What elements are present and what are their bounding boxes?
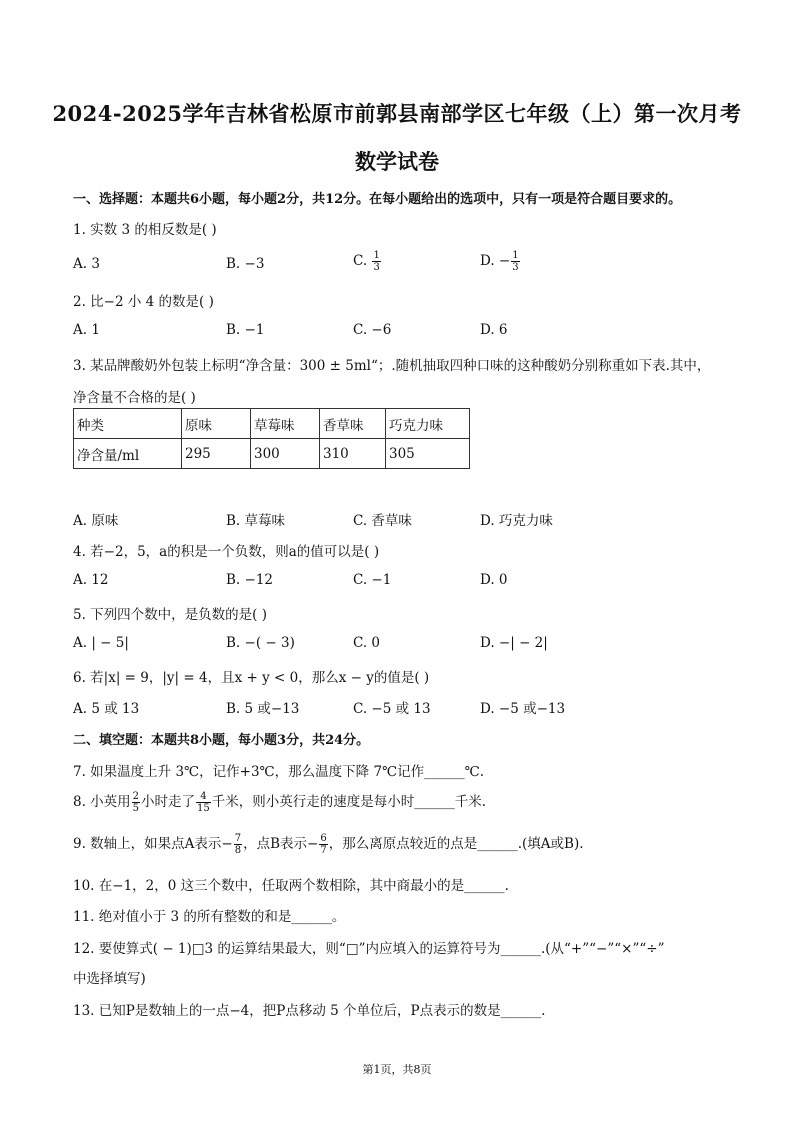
question-10: 10. 在−1，2，0 这三个数中，任取两个数相除，其中商最小的是______. — [73, 878, 509, 894]
fraction-denominator: 7 — [320, 845, 327, 856]
question-3-option-d: D. 巧克力味 — [480, 513, 553, 529]
question-6-option-a: A. 5 或 13 — [73, 701, 140, 717]
fraction-denominator: 3 — [373, 262, 380, 273]
fraction-denominator: 8 — [234, 845, 242, 856]
table-header-cell: 原味 — [182, 409, 251, 439]
fraction-denominator: 5 — [132, 803, 140, 814]
question-1-option-a: A. 3 — [73, 256, 100, 272]
question-2-option-d: D. 6 — [480, 322, 508, 338]
table-cell: 295 — [182, 439, 251, 469]
fraction — [234, 833, 242, 856]
question-5-option-d: D. −| − 2| — [480, 635, 548, 651]
fraction-numerator: 2 — [132, 791, 140, 802]
question-6-option-c: C. −5 或 13 — [353, 701, 431, 717]
text: 8. 小英用 — [73, 794, 131, 810]
table-row — [74, 439, 470, 469]
fraction-numerator: 4 — [196, 791, 211, 803]
option-prefix: C. — [353, 253, 372, 269]
table-header-cell: 香草味 — [320, 409, 386, 439]
question-2-option-c: C. −6 — [353, 322, 392, 338]
question-7: 7. 如果温度上升 3℃，记作+3℃，那么温度下降 7℃记作______℃. — [73, 764, 485, 780]
fraction-numerator: 1 — [373, 250, 380, 261]
question-3-option-a: A. 原味 — [73, 513, 119, 529]
fraction — [132, 791, 140, 814]
fraction-numerator: 7 — [234, 833, 242, 844]
question-1-stem: 1. 实数 3 的相反数是( ) — [73, 222, 217, 238]
table-cell: 310 — [320, 439, 386, 469]
question-1-option-c — [353, 250, 382, 273]
question-12-line2: 中选择填写) — [73, 971, 146, 987]
question-9 — [73, 832, 584, 856]
question-6-stem: 6. 若|x| = 9，|y| = 4，且x + y < 0，那么x − y的值是( ) — [73, 670, 430, 686]
text: 千米，则小英行走的速度是每小时______千米. — [211, 794, 487, 810]
question-1-option-d — [480, 250, 521, 273]
question-1-option-b: B. −3 — [226, 256, 265, 272]
question-12-line1: 12. 要使算式( − 1)□3 的运算结果最大，则“□”内应填入的运算符号为______.(从“+”“−”“×”“÷” — [73, 941, 665, 957]
fraction-denominator: 3 — [512, 262, 519, 273]
table-row — [74, 409, 470, 439]
question-3-stem-line2: 净含量不合格的是( ) — [73, 390, 196, 406]
net-content-table — [73, 408, 470, 469]
fraction-numerator: 6 — [320, 833, 327, 844]
fraction-numerator: 1 — [512, 250, 519, 261]
question-4-option-b: B. −12 — [226, 572, 273, 588]
fraction — [372, 250, 380, 273]
fraction — [319, 833, 327, 856]
question-5-stem: 5. 下列四个数中，是负数的是( ) — [73, 607, 267, 623]
question-6-option-b: B. 5 或−13 — [226, 701, 300, 717]
section-heading-choice: 一、选择题：本题共6小题，每小题2分，共12分。在每小题给出的选项中，只有一项是符合题目要求的。 — [73, 192, 682, 207]
table-cell: 300 — [251, 439, 320, 469]
question-11: 11. 绝对值小于 3 的所有整数的和是______。 — [73, 909, 346, 925]
question-8 — [73, 790, 486, 814]
table-header-cell: 巧克力味 — [386, 409, 470, 439]
question-4-option-c: C. −1 — [353, 572, 392, 588]
question-5-option-a: A. | − 5| — [73, 635, 129, 651]
page-footer: 第1页，共8页 — [362, 1063, 432, 1076]
question-3-option-c: C. 香草味 — [353, 513, 412, 529]
question-5-option-b: B. −( − 3) — [226, 635, 295, 651]
section-heading-fill: 二、填空题：本题共8小题，每小题3分，共24分。 — [73, 733, 370, 748]
question-13: 13. 已知P是数轴上的一点−4，把P点移动 5 个单位后，P点表示的数是______. — [73, 1003, 546, 1019]
table-cell: 305 — [386, 439, 470, 469]
page-subtitle: 数学试卷 — [355, 149, 439, 174]
question-2-option-b: B. −1 — [226, 322, 265, 338]
question-2-stem: 2. 比−2 小 4 的数是( ) — [73, 294, 214, 310]
question-3-stem-line1: 3. 某品牌酸奶外包装上标明“净含量：300 ± 5ml“；.随机抽取四种口味的这种酸奶分别称重如下表.其中， — [73, 358, 711, 374]
table-header-cell: 草莓味 — [251, 409, 320, 439]
question-4-stem: 4. 若−2，5，a的积是一个负数，则a的值可以是( ) — [73, 544, 380, 560]
question-4-option-a: A. 12 — [73, 572, 109, 588]
table-cell: 净含量/ml — [74, 439, 182, 469]
question-6-option-d: D. −5 或−13 — [480, 701, 566, 717]
question-3-option-b: B. 草莓味 — [226, 513, 286, 529]
text: ，那么离原点较近的点是______.(填A或B). — [328, 836, 584, 852]
fraction-denominator: 15 — [197, 803, 210, 814]
text: ，点B表示− — [243, 836, 319, 852]
fraction — [511, 250, 519, 273]
question-5-option-c: C. 0 — [353, 635, 381, 651]
text: 9. 数轴上，如果点A表示− — [73, 836, 233, 852]
table-header-cell: 种类 — [74, 409, 182, 439]
question-4-option-d: D. 0 — [480, 572, 508, 588]
fraction — [196, 791, 211, 814]
question-2-option-a: A. 1 — [73, 322, 100, 338]
option-prefix: D. − — [480, 253, 511, 269]
page-title: 2024-2025学年吉林省松原市前郭县南部学区七年级（上）第一次月考 — [52, 101, 742, 126]
text: 小时走了 — [141, 794, 196, 810]
